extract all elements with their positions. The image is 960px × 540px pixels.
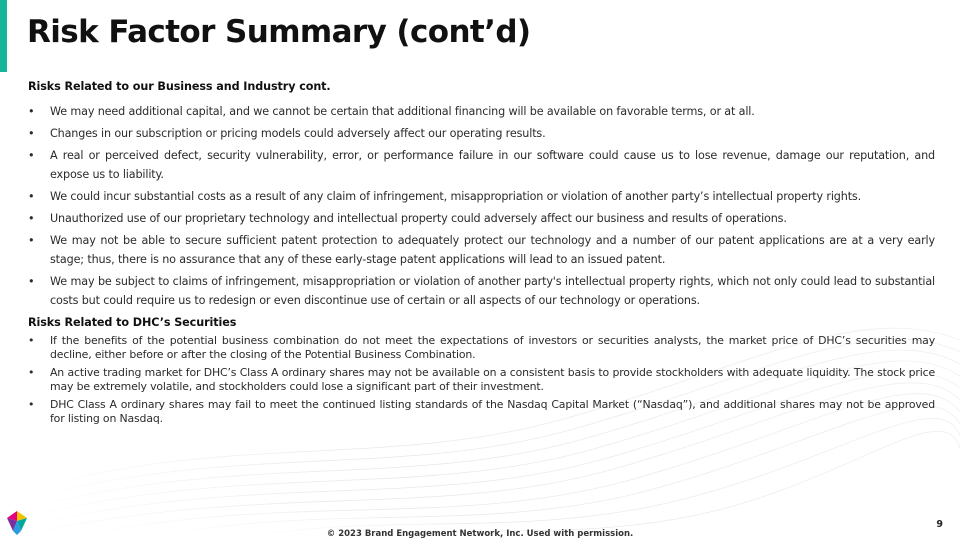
list-item: [28, 124, 935, 143]
list-item-text: We may be subject to claims of infringement, misappropriation or violation of another party's intellectual property rights, which not only could lead to substantial costs but could require us to redesign or even discontinue use of certain or all aspects of our technology or operations.: [50, 275, 935, 307]
list-item-text: DHC Class A ordinary shares may fail to meet the continued listing standards of the Nasdaq Capital Market (“Nasdaq”), and additional shares may not be approved for listing on Nasdaq.: [50, 398, 935, 425]
list-item-text: We may need additional capital, and we cannot be certain that additional financing will be available on favorable terms, or at all.: [50, 105, 755, 118]
list-item-text: If the benefits of the potential business combination do not meet the expectations of investors or securities analysts, the market price of DHC’s securities may decline, either before or after the closing of the Potential Business Combination.: [50, 334, 935, 361]
list-item-text: Unauthorized use of our proprietary technology and intellectual property could adversely affect our business and results of operations.: [50, 212, 787, 225]
list-item-text: We could incur substantial costs as a result of any claim of infringement, misappropriation or violation of another party’s intellectual property rights.: [50, 190, 862, 203]
securities-risk-list: [28, 334, 935, 425]
list-item: [28, 231, 935, 269]
list-item: [28, 334, 935, 361]
list-item-text: A real or perceived defect, security vulnerability, error, or performance failure in our software could cause us to lose revenue, damage our reputation, and expose us to liability.: [50, 149, 935, 181]
bullet-icon: •: [28, 334, 35, 347]
bullet-icon: •: [28, 149, 35, 162]
list-item: [28, 102, 935, 121]
list-item: [28, 209, 935, 228]
list-item: [28, 366, 935, 393]
list-item: [28, 398, 935, 425]
list-item-text: We may not be able to secure sufficient patent protection to adequately protect our technology and a number of our patent applications are at a very early stage; thus, there is no assurance that any of these early-stage patent applications will lead to an issued patent.: [50, 234, 935, 266]
bullet-icon: •: [28, 275, 35, 288]
bullet-icon: •: [28, 212, 35, 225]
bullet-icon: •: [28, 190, 35, 203]
section-heading-securities: Risks Related to DHC’s Securities: [28, 316, 237, 329]
page-number: 9: [936, 519, 943, 530]
bullet-icon: •: [28, 105, 35, 118]
business-risk-list: [28, 102, 935, 310]
bullet-icon: •: [28, 398, 35, 411]
title-accent-bar: [0, 0, 7, 72]
list-item: [28, 146, 935, 184]
page-title: Risk Factor Summary (cont’d): [27, 14, 531, 50]
bullet-icon: •: [28, 127, 35, 140]
list-item: [28, 272, 935, 310]
section-heading-business: Risks Related to our Business and Industry cont.: [28, 80, 331, 93]
copyright-footer: © 2023 Brand Engagement Network, Inc. Used with permission.: [326, 529, 634, 539]
list-item-text: An active trading market for DHC’s Class A ordinary shares may not be available on a consistent basis to provide stockholders with adequate liquidity. The stock price may be extremely volatile, and stockholders could lose a significant part of their investment.: [50, 366, 935, 393]
list-item: [28, 187, 935, 206]
list-item-text: Changes in our subscription or pricing models could adversely affect our operating results.: [50, 127, 546, 140]
slide-content: [28, 80, 935, 430]
bullet-icon: •: [28, 366, 35, 379]
bullet-icon: •: [28, 234, 35, 247]
